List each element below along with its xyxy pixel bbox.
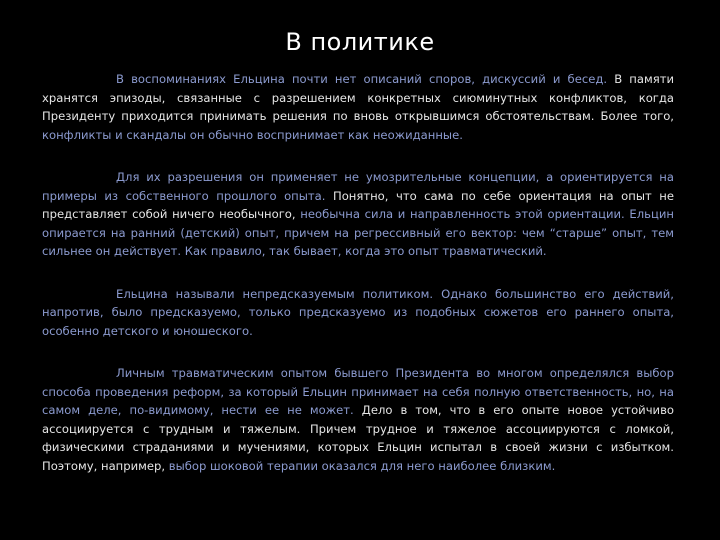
paragraph-2-part-3: необычна сила и направленность этой ориентации. Ельцин опирается на ранний (детский) опыт, причем на регрессивный его вектор: чем “старше” опыт, тем сильнее он действует. Как правило, так бывает, когда это опыт травматический. <box>42 207 675 258</box>
paragraph-1-part-2: В памяти хранятся эпизоды, связанные с разрешением конкретных сиюминутных конфликтов, когда Президенту приходится принимать решения по вновь открывшимся обстоятельствам. Более того, <box>42 72 674 123</box>
slide-body <box>42 70 674 499</box>
slide-title: В политике <box>285 28 435 56</box>
paragraph-3 <box>42 285 674 341</box>
paragraph-2-part-1: Для их разрешения он применяет не умозрительные концепции, а ориентируется на примеры из собственного прошлого опыта. <box>42 170 674 203</box>
paragraph-4-part-2: Дело в том, что в его опыте новое устойчиво ассоциируется с трудным и тяжелым. Причем трудное и тяжелое ассоциируются с ломкой, физическими страданиями и мучениями, которых Ельцин испытал в своей жизни с избытком. Поэтому, например, <box>42 403 675 473</box>
paragraph-3-part-1: Ельцина называли непредсказуемым политиком. <box>116 286 434 301</box>
paragraph-3-part-2: Однако большинство его действий, напротив, было предсказуемо, только предсказуемо из подобных сюжетов его раннего опыта, особенно детского и юношеского. <box>42 286 674 338</box>
paragraph-4 <box>42 364 674 475</box>
paragraph-4-part-1: Личным травматическим опытом бывшего Президента во многом определялся выбор способа проведения реформ, за который Ельцин принимает на себя полную ответственность, но, на самом деле, по-видимому, нести ее не может. <box>42 366 674 417</box>
paragraph-1-part-3: конфликты и скандалы он обычно воспринимает как неожиданные. <box>42 127 463 142</box>
paragraph-4-part-3: выбор шоковой терапии оказался для него наиболее близким. <box>165 458 556 473</box>
paragraph-2-part-2: Понятно, что сама по себе ориентация на опыт не представляет собой ничего необычного, <box>42 188 674 221</box>
paragraph-1-part-1: В воспоминаниях Ельцина почти нет описаний споров, дискуссий и бесед. <box>116 72 608 86</box>
paragraph-1 <box>42 70 674 144</box>
paragraph-2 <box>42 168 674 261</box>
